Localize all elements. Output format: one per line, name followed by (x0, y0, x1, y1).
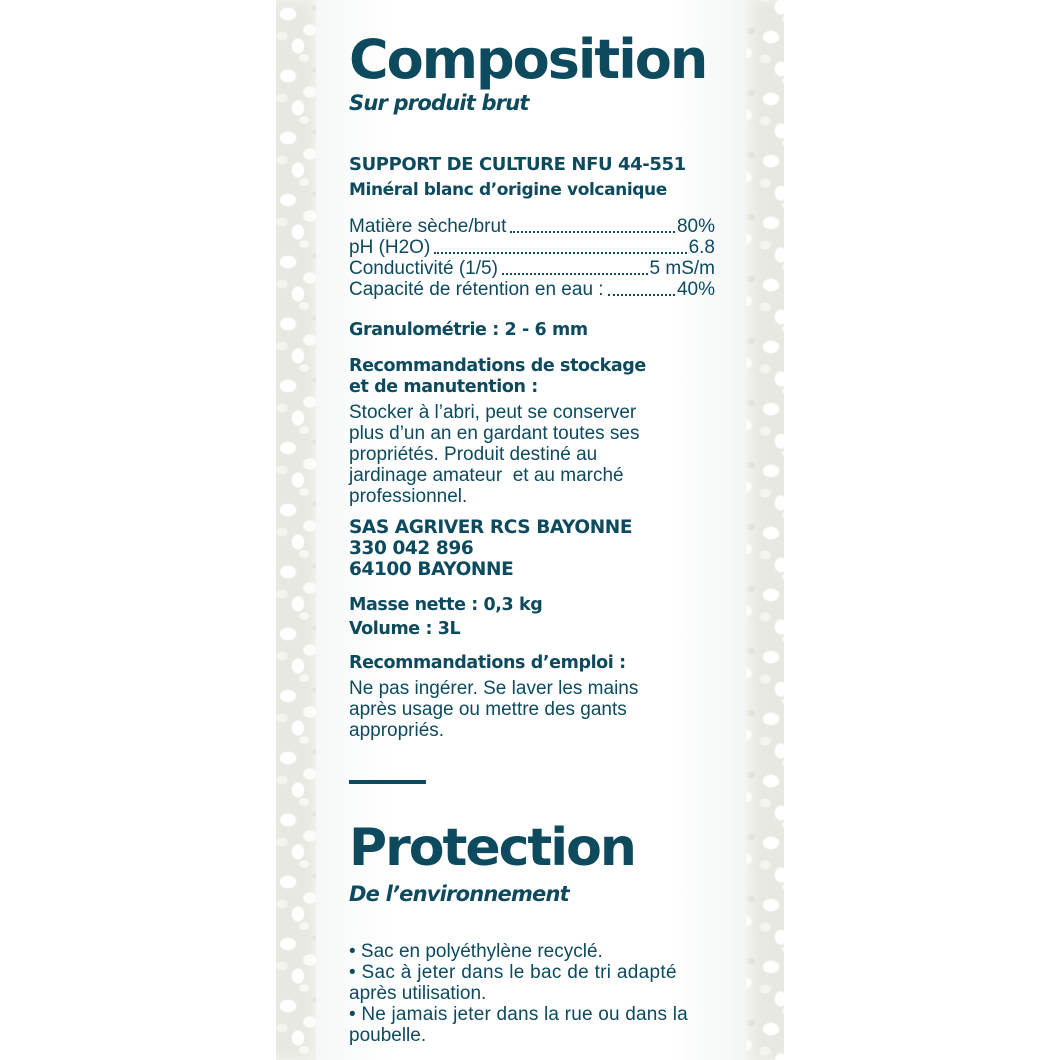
spec-value: 80% (676, 216, 715, 237)
dot-leader (502, 272, 648, 275)
bullet-line: poubelle. (349, 1025, 427, 1046)
spec-row (349, 216, 715, 237)
spec-row (349, 279, 715, 300)
usage-text (349, 678, 638, 741)
net-mass: Masse nette : 0,3 kg (349, 595, 543, 615)
composition-title: Composition (349, 28, 707, 91)
storage-heading: et de manutention : (349, 377, 538, 397)
composition-subtitle: Sur produit brut (349, 91, 529, 115)
company-name: SAS AGRIVER RCS BAYONNE (349, 517, 633, 538)
protection-subtitle: De l’environnement (349, 882, 569, 906)
text-line: plus d’un an en gardant toutes ses (349, 423, 640, 444)
spec-label: Matière sèche/brut (349, 216, 507, 237)
dot-leader (608, 293, 675, 296)
dot-leader (510, 230, 675, 233)
storage-heading: Recommandations de stockage (349, 356, 646, 376)
spec-row (349, 237, 715, 258)
granulometry: Granulométrie : 2 - 6 mm (349, 320, 588, 340)
bullet-line: • Sac en polyéthylène recyclé. (349, 941, 603, 962)
protection-title: Protection (349, 818, 635, 878)
company-address: 64100 BAYONNE (349, 559, 514, 580)
spec-value: 6.8 (688, 237, 715, 258)
bullet-line: • Sac à jeter dans le bac de tri adapté (349, 962, 677, 983)
text-line: jardinage amateur et au marché (349, 465, 624, 486)
dot-leader (434, 251, 686, 254)
usage-heading: Recommandations d’emploi : (349, 653, 626, 673)
mineral-description: Minéral blanc d’origine volcanique (349, 180, 667, 200)
text-line: Stocker à l’abri, peut se conserver (349, 402, 637, 423)
section-divider (349, 780, 426, 784)
protection-bullets (349, 941, 717, 1046)
spec-row (349, 258, 715, 279)
text-line: appropriés. (349, 720, 445, 741)
text-line: Ne pas ingérer. Se laver les mains (349, 678, 639, 699)
company-registration: 330 042 896 (349, 538, 474, 559)
spec-label: Conductivité (1/5) (349, 258, 498, 279)
bullet-line: après utilisation. (349, 983, 487, 1004)
text-line: propriétés. Produit destiné au (349, 444, 598, 465)
storage-text (349, 402, 639, 507)
text-line: après usage ou mettre des gants (349, 699, 627, 720)
standard-reference: SUPPORT DE CULTURE NFU 44-551 (349, 154, 686, 175)
gravel-background-right (742, 0, 784, 1060)
spec-value: 5 mS/m (649, 258, 715, 279)
spec-label: Capacité de rétention en eau : (349, 279, 604, 300)
text-line: professionnel. (349, 486, 468, 507)
bullet-line: • Ne jamais jeter dans la rue ou dans la (349, 1004, 688, 1025)
spec-label: pH (H2O) (349, 237, 431, 258)
spec-value: 40% (676, 279, 715, 300)
volume: Volume : 3L (349, 619, 461, 639)
